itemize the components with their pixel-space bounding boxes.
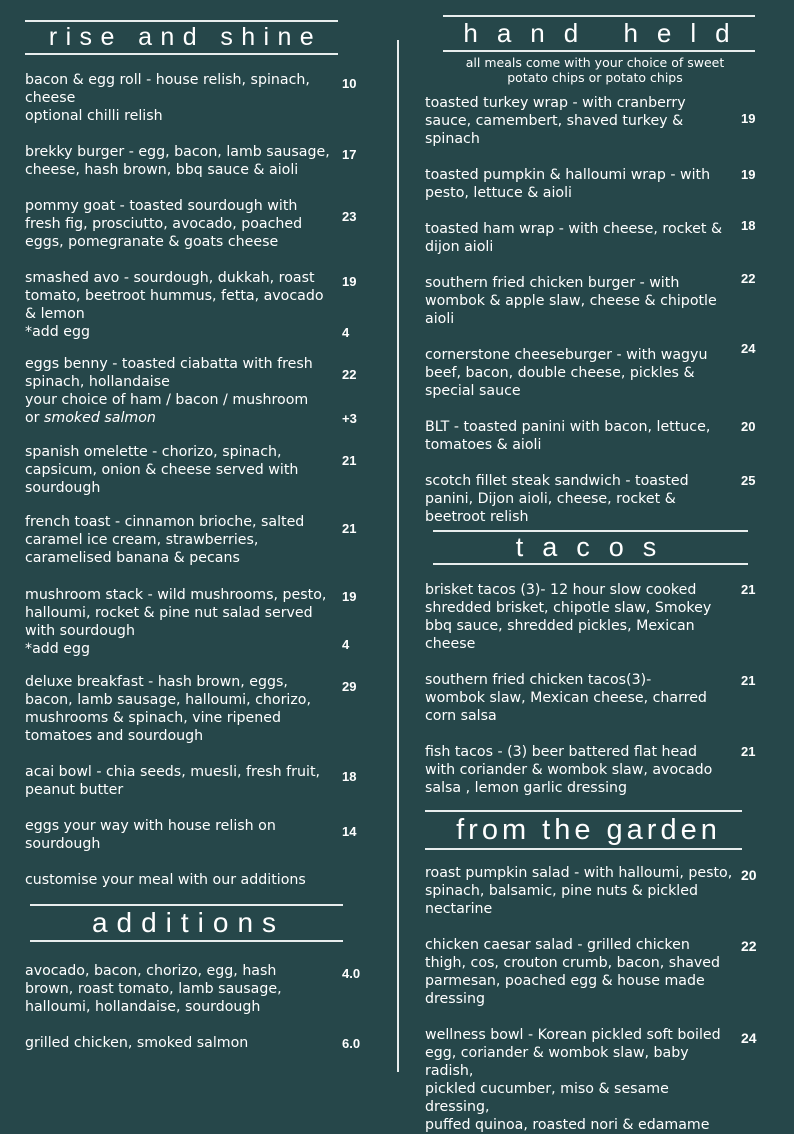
item-price: 20 — [741, 867, 757, 883]
item-price: 20 — [741, 419, 756, 434]
heading-rule-bottom — [30, 940, 343, 942]
section-title-from-the-garden: from the garden — [456, 814, 721, 846]
item-price: 19 — [342, 589, 357, 604]
hand-held-note: all meals come with your choice of sweet potato chips or potato chips — [465, 55, 725, 85]
item-price: 21 — [741, 673, 756, 688]
item-price: 21 — [741, 582, 756, 597]
menu-item-deluxe-breakfast: deluxe breakfast - hash brown, eggs, bacon, lamb sausage, halloumi, chorizo, mushrooms & spinach, vine ripened tomatoes and sourdough 29 — [25, 674, 357, 744]
menu-item-fish-tacos: fish tacos - (3) beer battered flat head with coriander & wombok slaw, avocado salsa , lemon garlic dressing 21 — [425, 744, 756, 796]
menu-item-sfc-tacos: southern fried chicken tacos(3)- wombok slaw, Mexican cheese, charred corn salsa 21 — [425, 672, 756, 724]
item-addon-price: +3 — [342, 411, 357, 426]
section-title-additions: additions — [91, 907, 286, 938]
menu-item-eggs-benny: eggs benny - toasted ciabatta with fresh spinach, hollandaise your choice of ham / bacon / mushroom or smoked salmon 22 +3 — [25, 356, 357, 426]
customise-note: customise your meal with our additions — [25, 872, 306, 888]
from-the-garden-heading-block — [425, 810, 742, 850]
tacos-heading-block — [433, 530, 748, 565]
section-title-hand-held: hand held — [463, 18, 749, 48]
menu-item-sfc-burger: southern fried chicken burger - with wombok & apple slaw, cheese & chipotle aioli 22 — [425, 271, 756, 327]
menu-item-pommy-goat: pommy goat - toasted sourdough with fresh fig, prosciutto, avocado, poached eggs, pomegranate & goats cheese 23 — [25, 198, 357, 250]
heading-rule-bottom — [433, 563, 748, 565]
menu-item-spanish-omelette: spanish omelette - chorizo, spinach, capsicum, onion & cheese served with sourdough 21 — [25, 444, 357, 496]
hand-held-heading-block — [443, 15, 755, 52]
item-price: 18 — [741, 218, 756, 233]
item-price: 21 — [741, 744, 756, 759]
item-price: 6.0 — [342, 1036, 361, 1051]
heading-rule-bottom — [25, 53, 338, 55]
menu-item-turkey-wrap: toasted turkey wrap - with cranberry sauce, camembert, shaved turkey & spinach 19 — [425, 95, 756, 147]
item-price: 21 — [342, 521, 357, 536]
menu-item-french-toast: french toast - cinnamon brioche, salted caramel ice cream, strawberries, caramelised banana & pecans 21 — [25, 514, 357, 566]
item-price: 18 — [342, 769, 357, 784]
section-title-rise-and-shine: rise and shine — [48, 23, 323, 51]
item-price: 29 — [342, 679, 357, 694]
item-addon-price: 4 — [342, 325, 350, 340]
rise-and-shine-heading-block — [25, 20, 338, 55]
menu-item-caesar-salad: chicken caesar salad - grilled chicken thigh, cos, crouton crumb, bacon, shaved parmesan, poached egg & house made dressing 22 — [425, 937, 757, 1007]
item-price: 22 — [741, 938, 757, 954]
item-price: 22 — [741, 271, 756, 286]
menu-item-bacon-egg-roll: bacon & egg roll - house relish, spinach, cheese optional chilli relish 10 — [25, 72, 357, 124]
item-price: 23 — [342, 209, 357, 224]
item-price: 10 — [342, 76, 357, 91]
menu-item-pumpkin-halloumi-wrap: toasted pumpkin & halloumi wrap - with pesto, lettuce & aioli 19 — [425, 167, 756, 201]
section-title-tacos: tacos — [515, 532, 676, 562]
additions-heading-block — [30, 904, 343, 942]
menu-item-cheeseburger: cornerstone cheeseburger - with wagyu beef, bacon, double cheese, pickles & special sauce 24 — [425, 341, 756, 399]
item-price: 22 — [342, 367, 357, 382]
menu-item-brisket-tacos: brisket tacos (3)- 12 hour slow cooked shredded brisket, chipotle slaw, Smokey bbq sauce, shredded pickles, Mexican cheese 21 — [425, 582, 756, 652]
item-price: 14 — [342, 824, 357, 839]
item-price: 19 — [741, 167, 756, 182]
menu-item-additions-premium: grilled chicken, smoked salmon 6.0 — [25, 1035, 361, 1051]
menu-item-wellness-bowl: wellness bowl - Korean pickled soft boiled egg, coriander & wombok slaw, baby radish, pickled cucumber, miso & sesame dressing, puffed quinoa, roasted nori & edamame 24 — [425, 1027, 757, 1133]
item-price: 19 — [741, 111, 756, 126]
item-price: 24 — [741, 1030, 757, 1046]
item-price: 25 — [741, 473, 756, 488]
item-price: 24 — [741, 341, 756, 356]
menu-item-steak-sandwich: scotch fillet steak sandwich - toasted panini, Dijon aioli, cheese, rocket & beetroot relish 25 — [425, 473, 756, 525]
menu-item-blt: BLT - toasted panini with bacon, lettuce, tomatoes & aioli 20 — [425, 419, 756, 453]
menu-item-mushroom-stack: mushroom stack - wild mushrooms, pesto, halloumi, rocket & pine nut salad served with sourdough *add egg 19 4 — [25, 587, 357, 657]
menu-item-brekky-burger: brekky burger - egg, bacon, lamb sausage, cheese, hash brown, bbq sauce & aioli 17 — [25, 144, 357, 178]
menu-item-acai-bowl: acai bowl - chia seeds, muesli, fresh fruit, peanut butter 18 — [25, 764, 357, 798]
menu-item-pumpkin-salad: roast pumpkin salad - with halloumi, pesto, spinach, balsamic, pine nuts & pickled nectarine 20 — [425, 865, 757, 917]
item-price: 19 — [342, 274, 357, 289]
item-price: 21 — [342, 453, 357, 468]
item-price: 4.0 — [342, 966, 361, 981]
heading-rule-bottom — [425, 848, 742, 850]
heading-rule-bottom — [443, 50, 755, 52]
menu-item-smashed-avo: smashed avo - sourdough, dukkah, roast tomato, beetroot hummus, fetta, avocado & lemon *add egg 19 4 — [25, 270, 357, 340]
item-addon-price: 4 — [342, 637, 350, 652]
item-price: 17 — [342, 147, 357, 162]
menu-item-eggs-your-way: eggs your way with house relish on sourdough 14 — [25, 818, 357, 852]
menu-item-additions-basic: avocado, bacon, chorizo, egg, hash brown, roast tomato, lamb sausage, halloumi, hollandaise, sourdough 4.0 — [25, 963, 361, 1015]
column-divider — [397, 40, 399, 1072]
menu-item-ham-wrap: toasted ham wrap - with cheese, rocket & dijon aioli 18 — [425, 218, 756, 255]
